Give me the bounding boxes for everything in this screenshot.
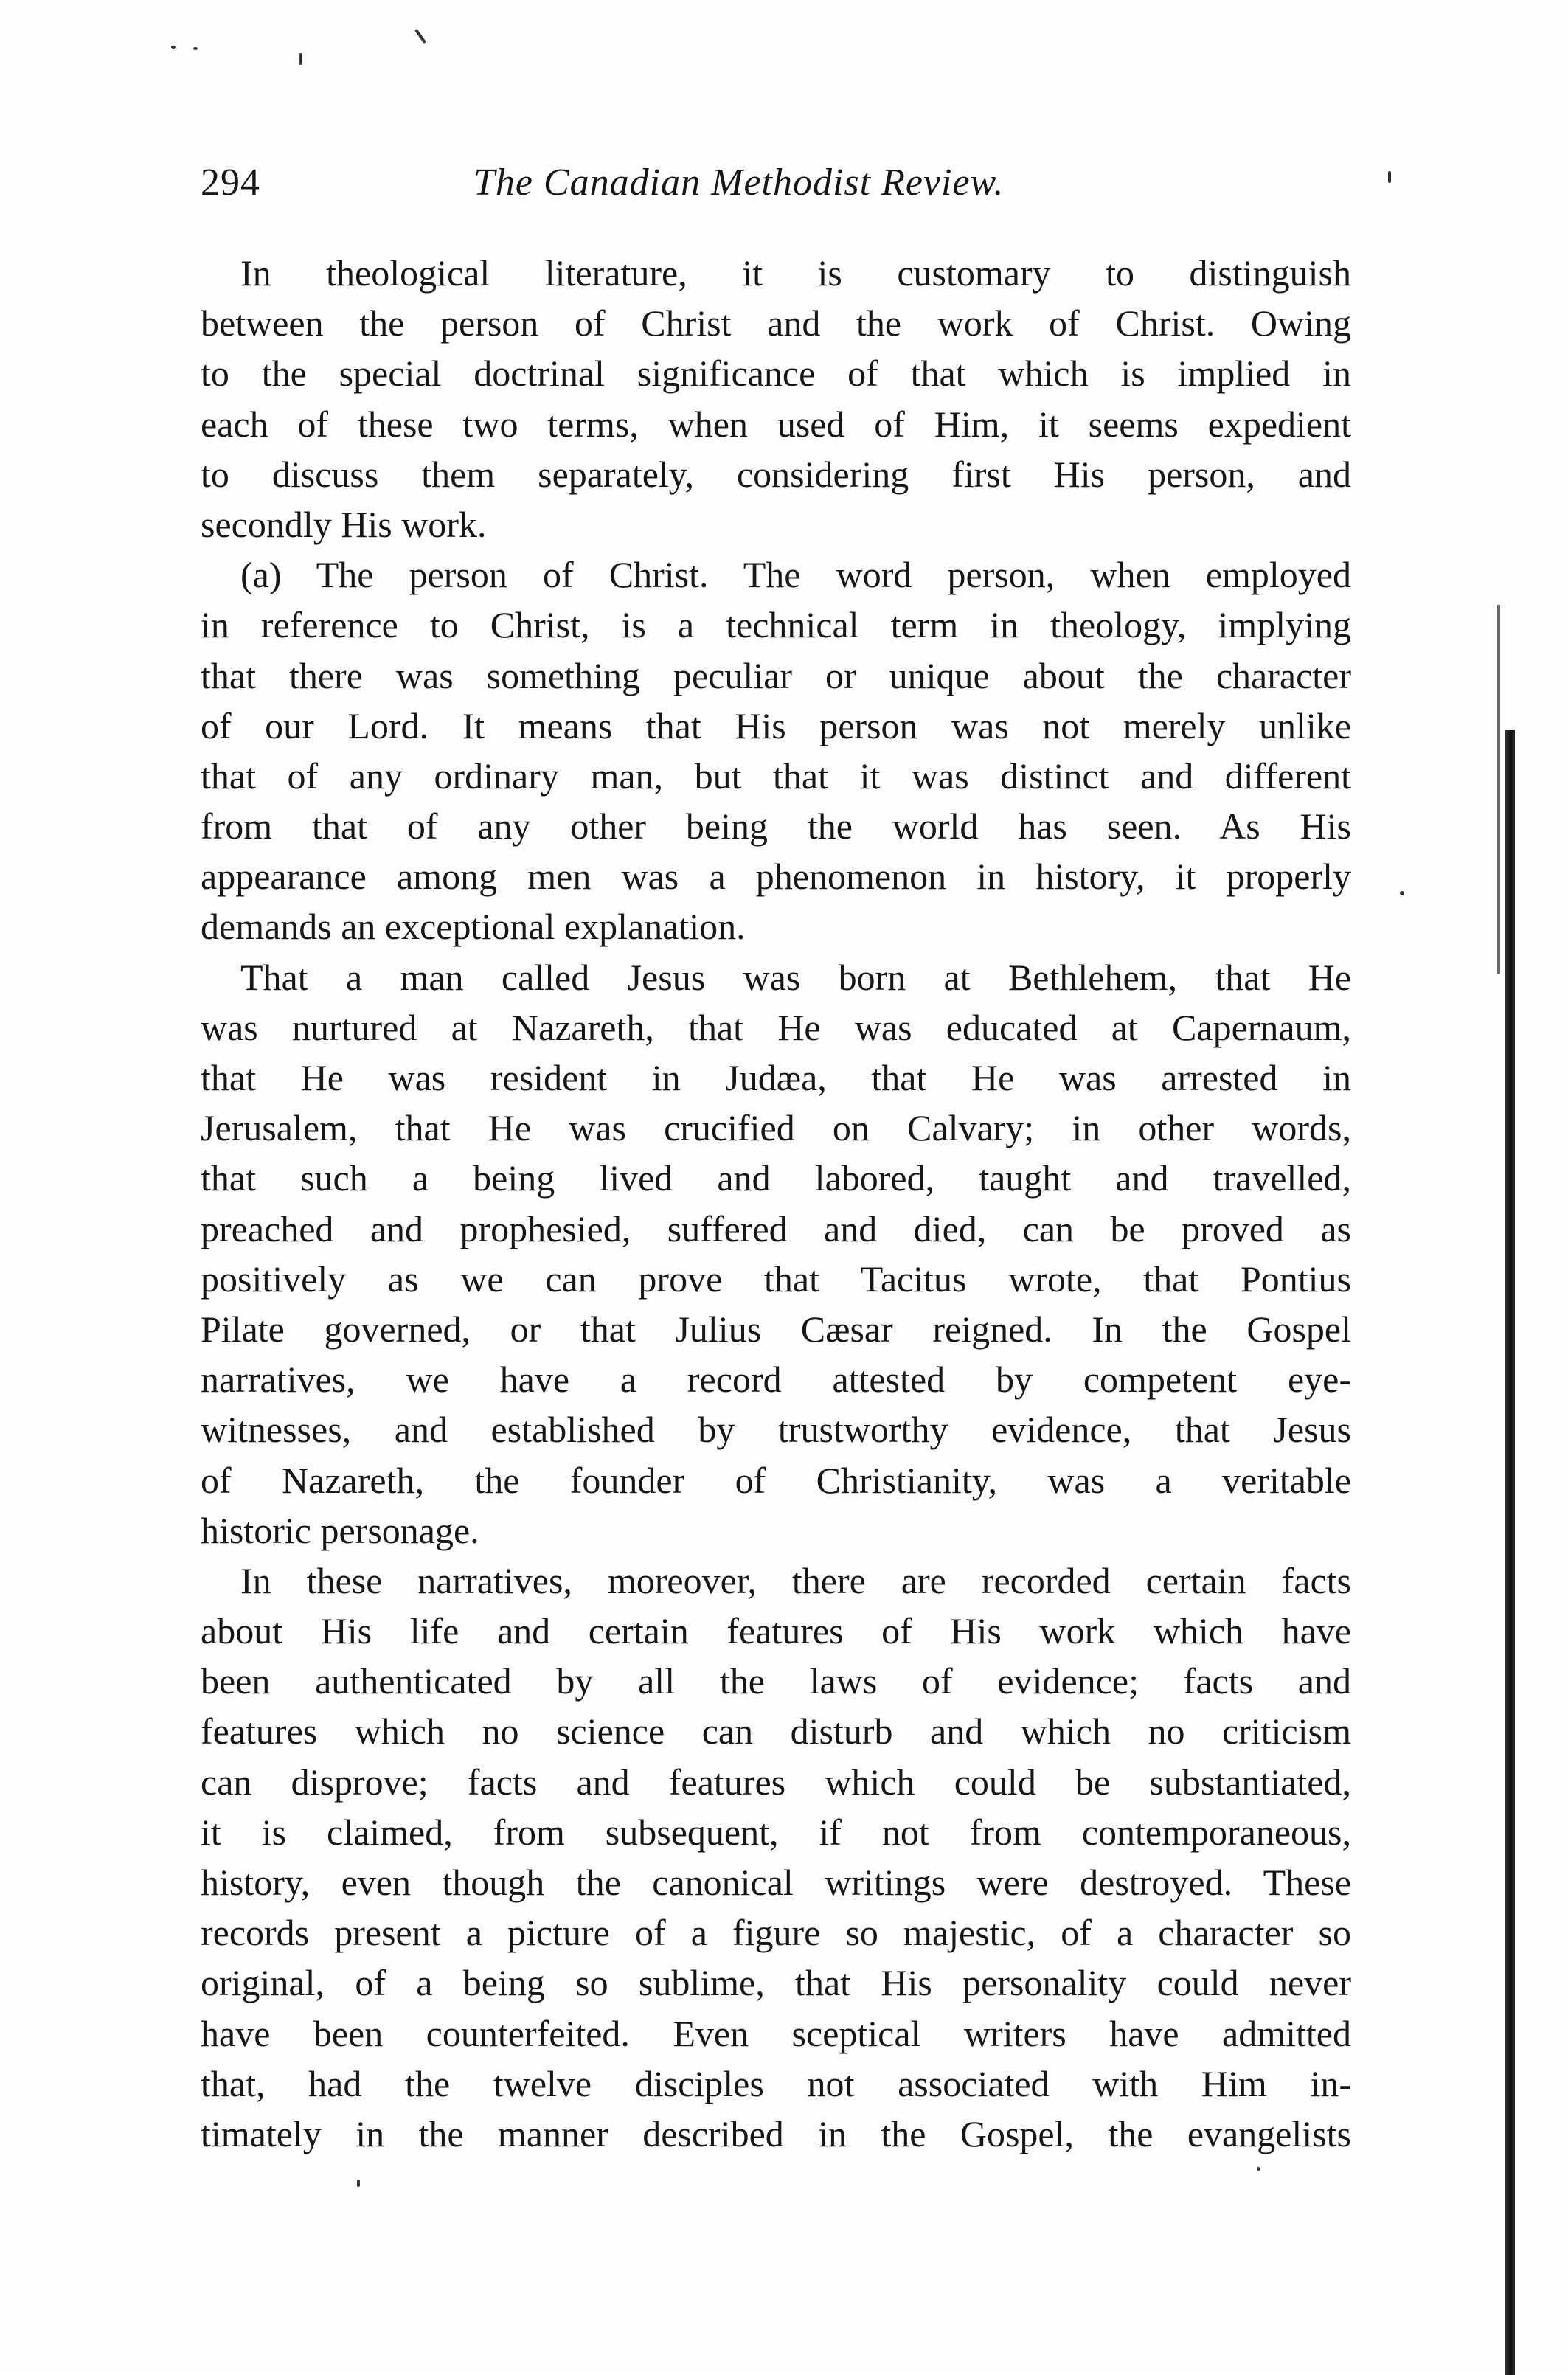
text-line: Jerusalem, that He was crucified on Calvary; in other words, (201, 1107, 1351, 1149)
text-line: between the person of Christ and the work of Christ. Owing (201, 302, 1351, 344)
scan-edge-shadow (1505, 730, 1515, 2375)
text-line: That a man called Jesus was born at Bethlehem, that He (240, 956, 1351, 998)
text-line: that of any ordinary man, but that it was distinct and different (201, 755, 1351, 797)
page-number: 294 (201, 162, 260, 204)
text-line: it is claimed, from subsequent, if not from contemporaneous, (201, 1811, 1351, 1853)
text-line: appearance among men was a phenomenon in history, it properly (201, 856, 1351, 898)
text-line: In these narratives, moreover, there are recorded certain facts (240, 1559, 1351, 1601)
scan-speck (414, 29, 426, 44)
text-line: demands an exceptional explanation. (201, 906, 746, 948)
text-line: about His life and certain features of His work which have (201, 1610, 1351, 1652)
scan-speck (1388, 171, 1391, 183)
scan-speck (357, 2180, 360, 2187)
scan-speck (1400, 891, 1404, 895)
scan-edge-line (1497, 605, 1500, 974)
text-line: witnesses, and established by trustworthy evidence, that Jesus (201, 1409, 1351, 1451)
text-line: can disprove; facts and features which could be substantiated, (201, 1761, 1351, 1803)
text-line: historic personage. (201, 1509, 479, 1551)
text-line: that there was something peculiar or unique about the character (201, 654, 1351, 696)
text-line: features which no science can disturb and which no criticism (201, 1710, 1351, 1752)
text-line: timately in the manner described in the Gospel, the evangelists (201, 2112, 1351, 2154)
page-header (201, 161, 1351, 212)
text-line: secondly His work. (201, 503, 487, 545)
text-line: records present a picture of a figure so majestic, of a character so (201, 1912, 1351, 1954)
text-line: of our Lord. It means that His person was not merely unlike (201, 704, 1351, 746)
text-line: in reference to Christ, is a technical term in theology, implying (201, 604, 1351, 646)
text-line: narratives, we have a record attested by competent eye- (201, 1359, 1351, 1401)
text-line: history, even though the canonical writings were destroyed. These (201, 1862, 1351, 1903)
scan-speck (299, 53, 302, 65)
running-title: The Canadian Methodist Review. (473, 162, 1005, 204)
body-text (201, 248, 1351, 2159)
scan-speck (171, 46, 176, 49)
text-line: each of these two terms, when used of Him, it seems expedient (201, 403, 1351, 445)
text-line: preached and prophesied, suffered and died, can be proved as (201, 1207, 1351, 1249)
scan-speck (1257, 2167, 1260, 2171)
text-line: positively as we can prove that Tacitus wrote, that Pontius (201, 1258, 1351, 1300)
text-line: original, of a being so sublime, that His personality could never (201, 1962, 1351, 2004)
text-line: that, had the twelve disciples not associated with Him in- (201, 2062, 1351, 2104)
text-line: was nurtured at Nazareth, that He was educated at Capernaum, (201, 1006, 1351, 1048)
text-line: Pilate governed, or that Julius Cæsar reigned. In the Gospel (201, 1308, 1351, 1350)
text-line: to discuss them separately, considering first His person, and (201, 453, 1351, 495)
scan-speck (193, 47, 198, 50)
text-line: have been counterfeited. Even sceptical writers have admitted (201, 2012, 1351, 2054)
text-line: In theological literature, it is customary to distinguish (240, 252, 1351, 294)
text-line: that such a being lived and labored, taught and travelled, (201, 1157, 1351, 1199)
text-line: (a) The person of Christ. The word person, when employed (240, 554, 1351, 596)
text-line: that He was resident in Judæa, that He was arrested in (201, 1057, 1351, 1098)
text-line: been authenticated by all the laws of evidence; facts and (201, 1660, 1351, 1702)
text-line: from that of any other being the world has seen. As His (201, 805, 1351, 847)
text-line: to the special doctrinal significance of that which is implied in (201, 353, 1351, 395)
text-line: of Nazareth, the founder of Christianity, was a veritable (201, 1459, 1351, 1501)
